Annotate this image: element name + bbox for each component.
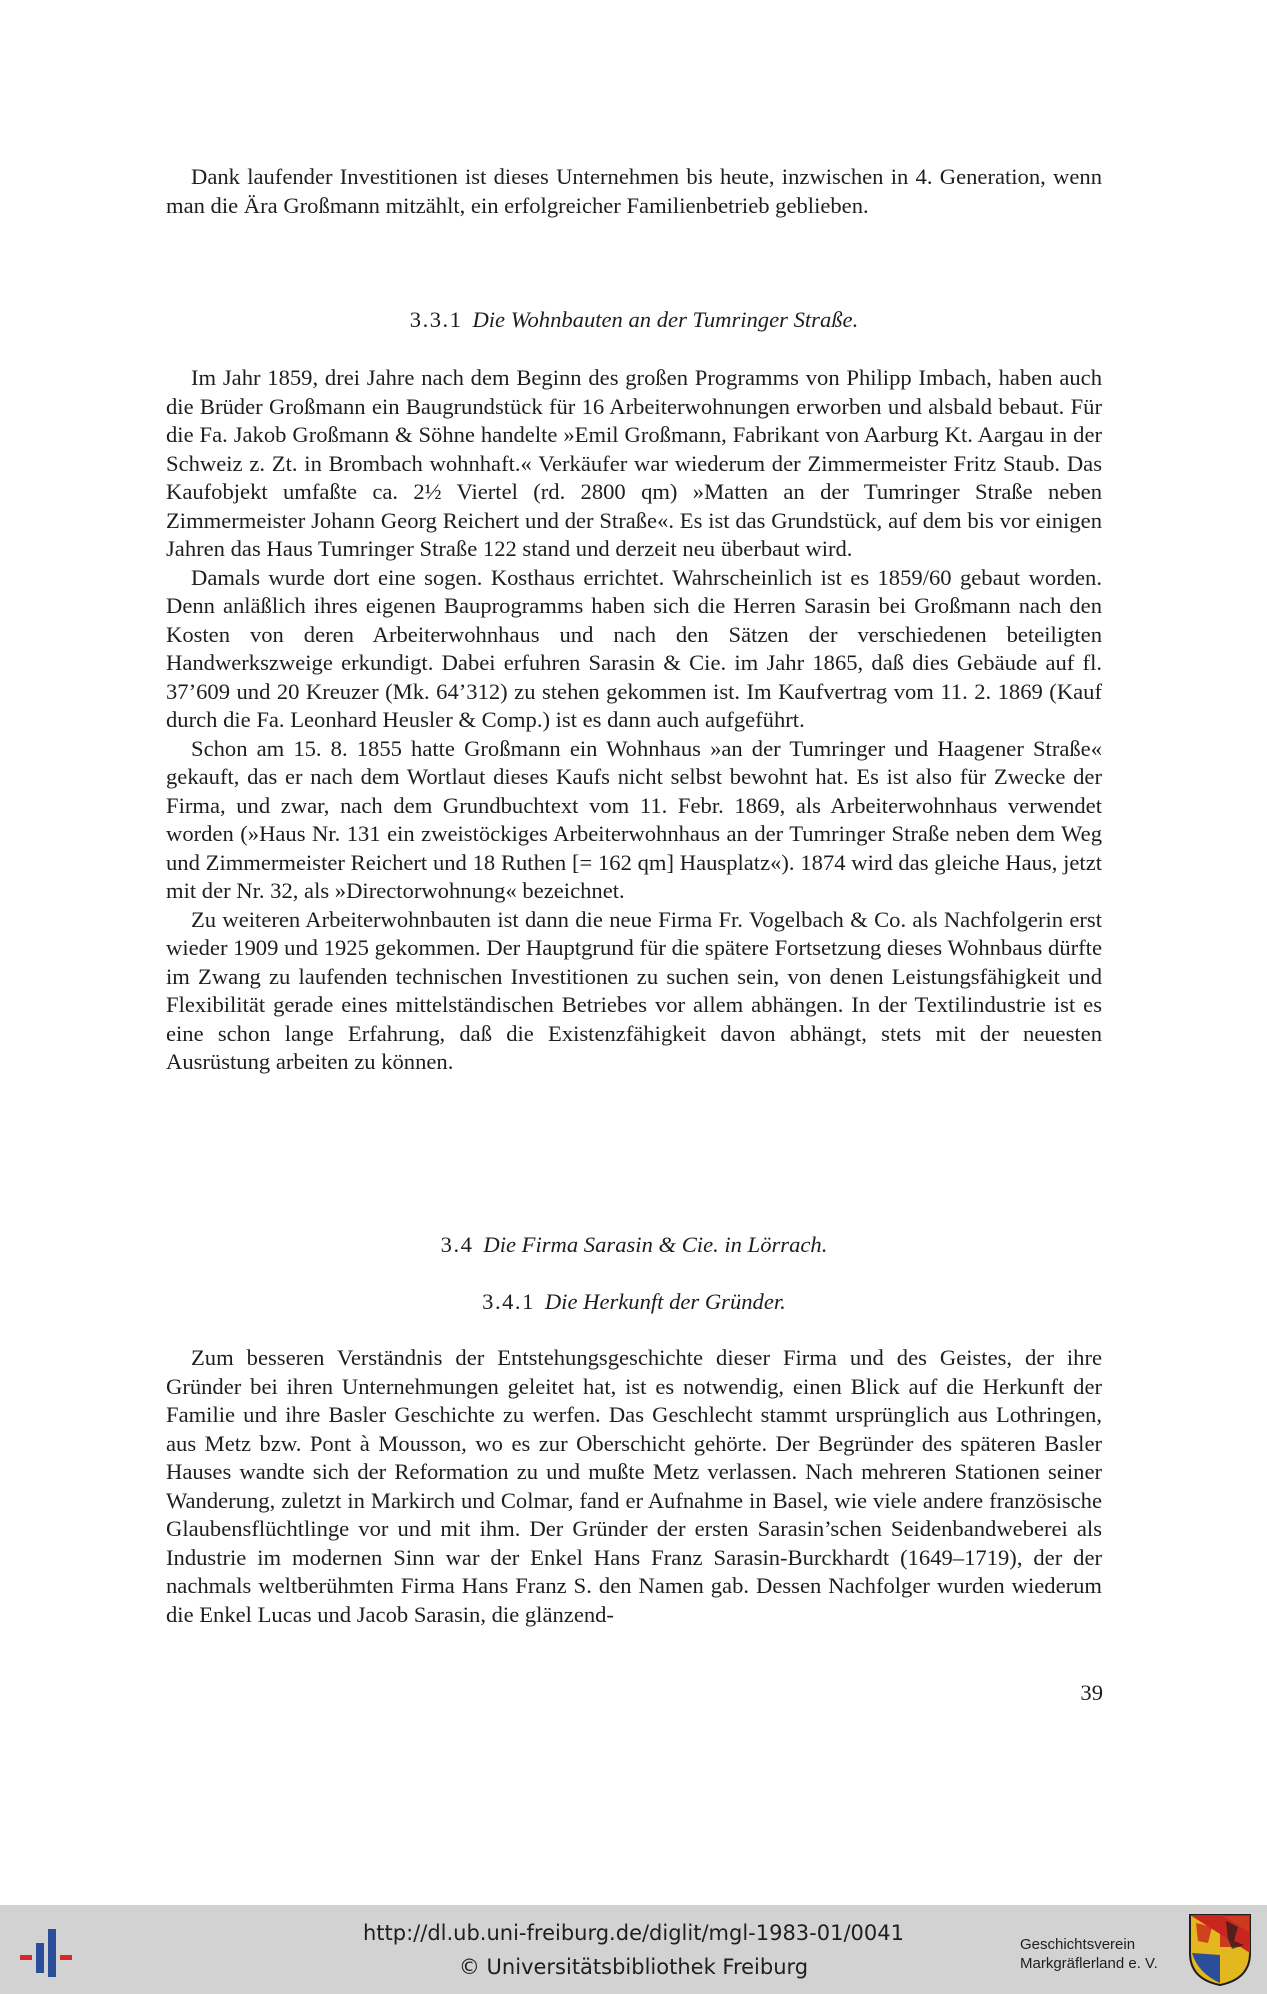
section-3-4-1-body: [166, 1344, 1102, 1629]
heading-3-4: [166, 1231, 1102, 1259]
footer-url[interactable]: http://dl.ub.uni-freiburg.de/diglit/mgl-1983-01/0041: [362, 1921, 904, 1945]
paragraph: Dank laufender Investitionen ist dieses Unternehmen bis heute, inzwischen in 4. Generation, wenn man die Ära Großmann mitzählt, ein erfolgreicher Familienbetrieb geblieben.: [166, 164, 1102, 218]
society-name: [1020, 1935, 1158, 1973]
heading-number: 3.3.1: [409, 307, 463, 332]
paragraph: Im Jahr 1859, drei Jahre nach dem Beginn des großen Programms von Philipp Imbach, haben auch die Brüder Großmann ein Baugrundstück für 16 Arbeiterwohnungen erworben und alsbald bebaut. Für die Fa. Jakob Großmann & Söhne handelte »Emil Großmann, Fabrikant von Aarburg Kt. Aargau in der Schweiz z. Zt. in Brombach wohnhaft.« Verkäufer war wiederum der Zimmermeister Fritz Staub. Das Kaufobjekt umfaßte ca. 2½ Viertel (rd. 2800 qm) »Matten an der Tumringer Straße neben Zimmermeister Johann Georg Reichert und der Straße«. Es ist das Grundstück, auf dem bis vor einigen Jahren das Haus Tumringer Straße 122 stand und derzeit neu überbaut wird.: [166, 365, 1102, 561]
heading-3-3-1: [166, 306, 1102, 334]
footer-copyright: © Universitätsbibliothek Freiburg: [458, 1955, 809, 1979]
footer-bar: [0, 1905, 1267, 1994]
heading-number: 3.4.1: [482, 1289, 535, 1314]
heading-title: Die Herkunft der Gründer.: [544, 1289, 786, 1314]
coat-of-arms-icon: [1188, 1913, 1252, 1987]
paragraph: Damals wurde dort eine sogen. Kosthaus errichtet. Wahrscheinlich ist es 1859/60 gebaut worden. Denn anläßlich ihres eigenen Bauprogramms haben sich die Herren Sarasin bei Großmann nach den Kosten von deren Arbeiterwohnhaus und nach den Sätzen der verschiedenen beteiligten Handwerkszweige erkundigt. Dabei erfuhren Sarasin & Cie. im Jahr 1865, daß dies Gebäude auf fl. 37’609 und 20 Kreuzer (Mk. 64’312) zu stehen gekommen ist. Im Kaufvertrag vom 11. 2. 1869 (Kauf durch die Fa. Leonhard Heusler & Comp.) ist es dann auch aufgeführt.: [166, 564, 1102, 732]
society-line: Geschichtsverein: [1020, 1936, 1136, 1953]
heading-3-4-1: [166, 1288, 1102, 1316]
intro-text: [166, 163, 1102, 220]
heading-number: 3.4: [440, 1232, 474, 1257]
paragraph: Schon am 15. 8. 1855 hatte Großmann ein Wohnhaus »an der Tumringer und Haagener Straße« gekauft, das er nach dem Wortlaut dieses Kaufs nicht selbst bewohnt hat. Es ist also für Zwecke der Firma, und zwar, nach dem Grundbuchtext vom 11. Febr. 1869, als Arbeiterwohnhaus verwendet worden (»Haus Nr. 131 ein zweistöckiges Arbeiterwohnhaus an der Tumringer Straße neben dem Weg und Zimmermeister Reichert und 18 Ruthen [= 162 qm] Hausplatz«). 1874 wird das gleiche Haus, jetzt mit der Nr. 32, als »Directorwohnung« bezeichnet.: [166, 735, 1102, 903]
paragraph: Zu weiteren Arbeiterwohnbauten ist dann die neue Firma Fr. Vogelbach & Co. als Nachfolgerin erst wieder 1909 und 1925 gekommen. Der Hauptgrund für die spätere Fortsetzung dieses Wohnbaus dürfte im Zwang zu laufenden technischen Investitionen zu suchen sein, von denen Leistungsfähigkeit und Flexibilität gerade eines mittelständischen Betriebes vor allem abhängen. In der Textilindustrie ist es eine schon lange Erfahrung, daß die Existenzfähigkeit davon abhängt, stets mit der neuesten Ausrüstung arbeiten zu können.: [166, 906, 1102, 1074]
page-number: 39: [1080, 1680, 1103, 1705]
paragraph: Zum besseren Verständnis der Entstehungsgeschichte dieser Firma und des Geistes, der ihre Gründer bei ihren Unternehmungen geleitet hat, ist es notwendig, einen Blick auf die Herkunft der Familie und ihre Basler Geschichte zu werfen. Das Geschlecht stammt ursprünglich aus Lothringen, aus Metz bzw. Pont à Mousson, wo es zur Oberschicht gehörte. Der Begründer des späteren Basler Hauses wandte sich der Reformation zu und mußte Metz verlassen. Nach mehreren Stationen seiner Wanderung, zuletzt in Markirch und Colmar, fand er Aufnahme in Basel, wie viele andere französische Glaubensflüchtlinge vor und mit ihm. Der Gründer der ersten Sarasin’schen Seidenbandweberei als Industrie im modernen Sinn war der Enkel Hans Franz Sarasin-Burckhardt (1649–1719), der der nachmals weltberühmten Firma Hans Franz S. den Namen gab. Dessen Nachfolger wurden wiederum die Enkel Lucas und Jacob Sarasin, die glänzend-: [166, 1345, 1102, 1627]
heading-title: Die Firma Sarasin & Cie. in Lörrach.: [483, 1232, 828, 1257]
heading-title: Die Wohnbauten an der Tumringer Straße.: [472, 307, 859, 332]
society-line: Markgräflerland e. V.: [1020, 1955, 1158, 1972]
section-3-3-1-body: [166, 364, 1102, 1077]
